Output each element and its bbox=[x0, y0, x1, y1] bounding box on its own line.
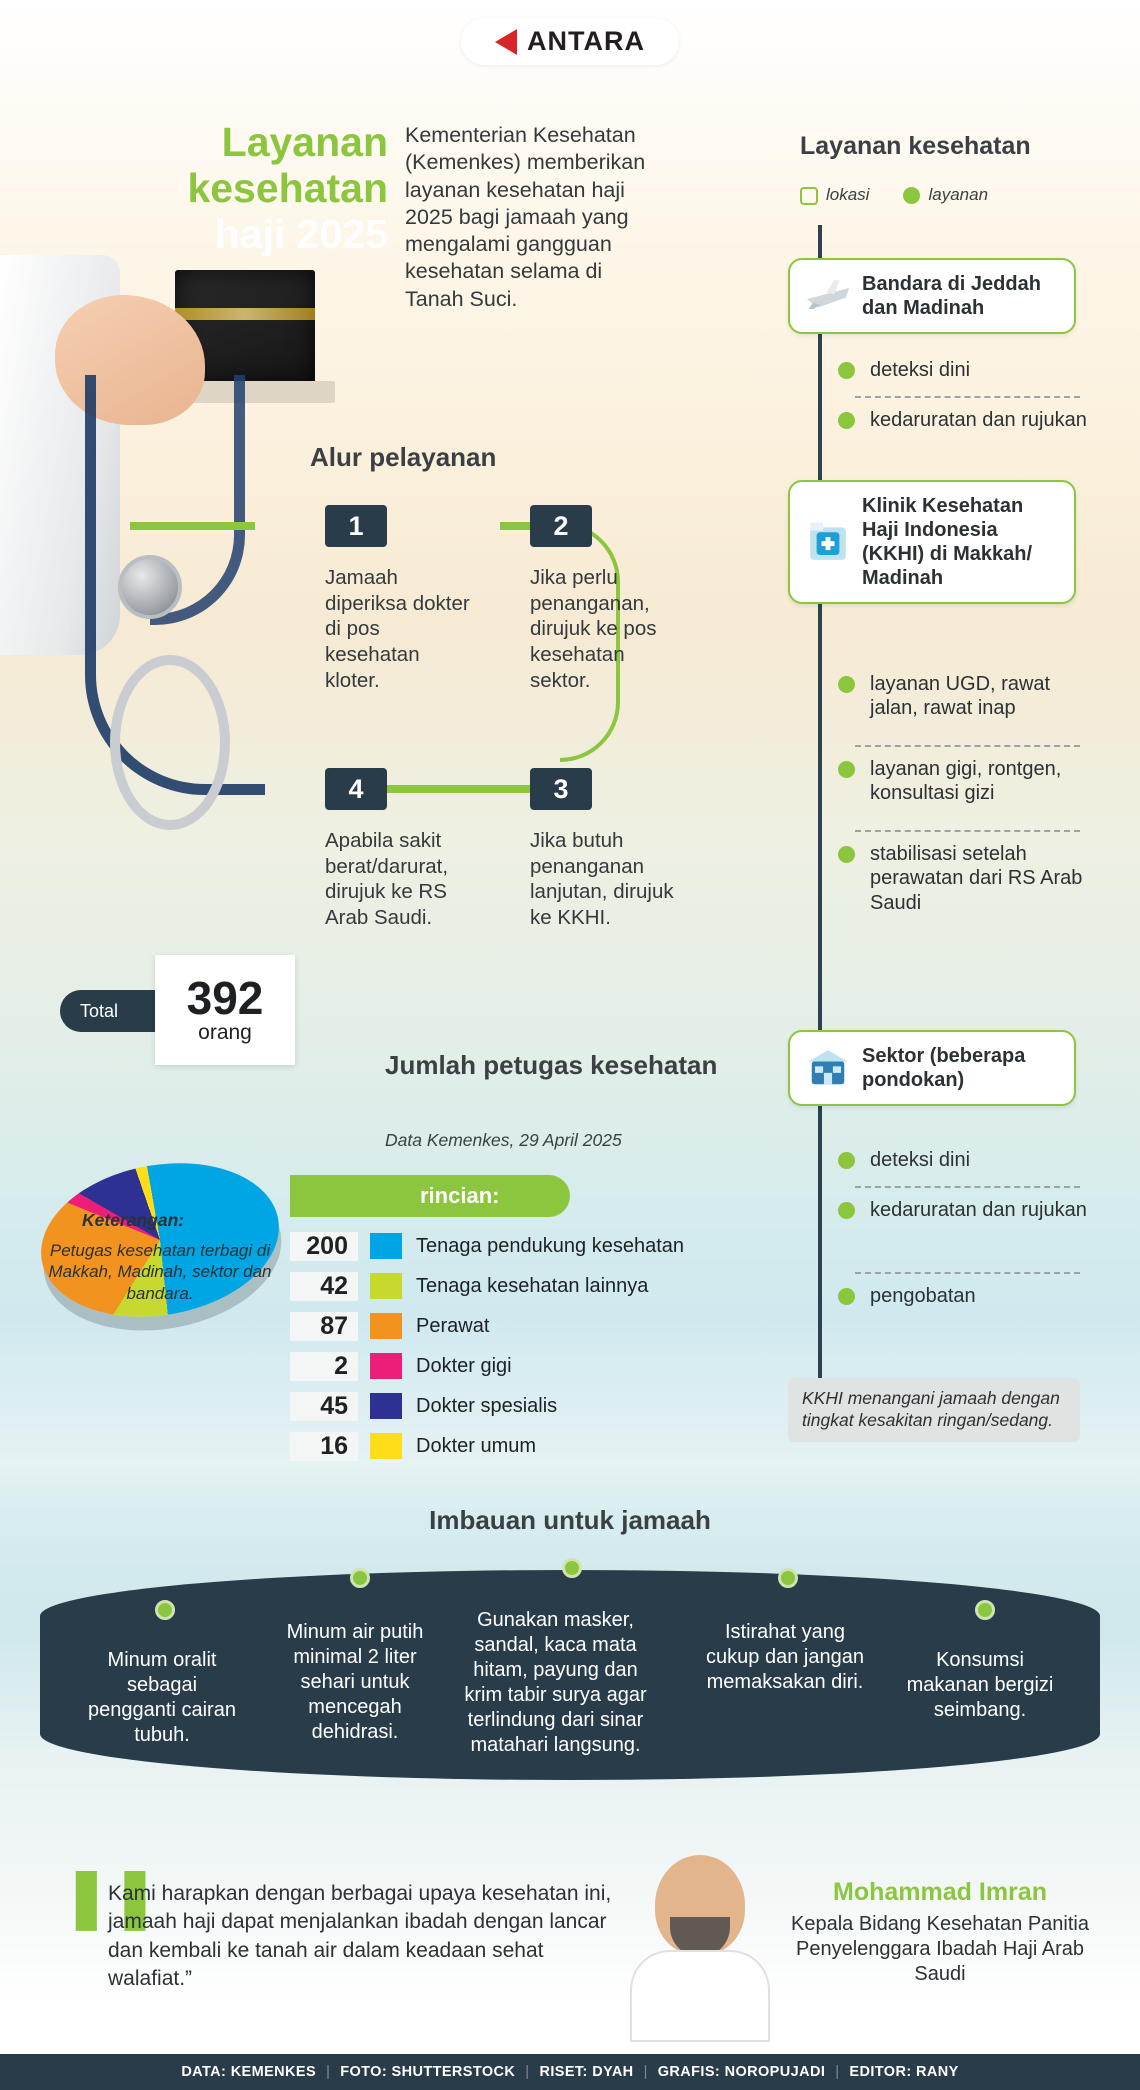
legend-swatch-5 bbox=[370, 1433, 402, 1459]
antara-triangle-logo-icon bbox=[495, 29, 517, 55]
page-title-line3: haji 2025 bbox=[214, 210, 388, 257]
legend-label-2: Perawat bbox=[416, 1314, 490, 1337]
service-item-sektor-1: deteksi dini bbox=[838, 1148, 1088, 1172]
clinic-icon bbox=[802, 516, 854, 568]
service-item-kkhi-3: stabilisasi setelah perawatan dari RS Arab Saudi bbox=[838, 842, 1088, 915]
flow-step-3-number: 3 bbox=[530, 768, 592, 810]
service-item-sektor-3: pengobatan bbox=[838, 1284, 1088, 1308]
flow-step-4-text: Apabila sakit berat/darurat, dirujuk ke RS Arab Saudi. bbox=[325, 829, 449, 929]
service-item-airport-1: deteksi dini bbox=[838, 358, 1088, 382]
legend-lokasi bbox=[800, 185, 869, 205]
page-title bbox=[98, 120, 388, 258]
service-location-sektor bbox=[788, 1030, 1076, 1106]
service-item-sektor-2: kedaruratan dan rujukan bbox=[838, 1198, 1088, 1222]
advice-dot-1 bbox=[155, 1600, 175, 1620]
chart-legend-row bbox=[290, 1268, 648, 1304]
flow-step-1-number: 1 bbox=[325, 505, 387, 547]
flow-step-1-text: Jamaah diperiksa dokter di pos kesehatan kloter. bbox=[325, 566, 470, 692]
footer-riset: RISET: DYAH bbox=[539, 2064, 634, 2080]
advice-dot-2 bbox=[350, 1568, 370, 1588]
flow-step-2-text: Jika perlu penanganan, dirujuk ke pos kesehatan sektor. bbox=[530, 566, 657, 692]
total-value: 392 bbox=[186, 972, 264, 1024]
advice-title: Imbauan untuk jamaah bbox=[429, 1505, 711, 1535]
legend-swatch-4 bbox=[370, 1393, 402, 1419]
service-divider bbox=[855, 396, 1080, 398]
legend-value-3: 2 bbox=[290, 1352, 358, 1381]
flow-step-2-number: 2 bbox=[530, 505, 592, 547]
chart-legend-row bbox=[290, 1308, 489, 1344]
advice-dot-3 bbox=[562, 1558, 582, 1578]
total-card bbox=[155, 955, 295, 1065]
chart-legend-row bbox=[290, 1228, 684, 1264]
service-divider bbox=[855, 1186, 1080, 1188]
advice-item-5: Konsumsi makanan bergizi seimbang. bbox=[906, 1649, 1054, 1721]
airplane-icon bbox=[802, 270, 854, 322]
quote-mark-icon: ❚❚ bbox=[62, 1864, 160, 1929]
legend-swatch-2 bbox=[370, 1313, 402, 1339]
keterangan-title: Keterangan: bbox=[82, 1210, 185, 1230]
intro-paragraph: Kementerian Kesehatan (Kemenkes) memberikan layanan kesehatan haji 2025 bagi jamaah yang mengalami gangguan kesehatan selama di Tanah Suci. bbox=[405, 123, 646, 311]
legend-dot-icon bbox=[903, 187, 920, 204]
legend-value-4: 45 bbox=[290, 1392, 358, 1421]
flow-step-3-text: Jika butuh penanganan lanjutan, dirujuk ke KKHI. bbox=[530, 829, 674, 929]
footer-data: DATA: KEMENKES bbox=[181, 2064, 317, 2080]
legend-swatch-1 bbox=[370, 1273, 402, 1299]
service-item-kkhi-1: layanan UGD, rawat jalan, rawat inap bbox=[838, 672, 1088, 721]
legend-label-1: Tenaga kesehatan lainnya bbox=[416, 1274, 649, 1297]
legend-swatch-3 bbox=[370, 1353, 402, 1379]
service-divider bbox=[855, 830, 1080, 832]
brand-name: ANTARA bbox=[527, 26, 645, 56]
total-unit: orang bbox=[198, 1021, 252, 1044]
service-location-airport-label: Bandara di Jeddah dan Madinah bbox=[862, 273, 1041, 319]
staff-source: Data Kemenkes, 29 April 2025 bbox=[385, 1130, 622, 1150]
advice-item-2: Minum air putih minimal 2 liter sehari untuk mencegah dehidrasi. bbox=[286, 1621, 424, 1743]
rincian-bar: rincian: bbox=[290, 1175, 570, 1217]
flow-title: Alur pelayanan bbox=[310, 442, 497, 472]
legend-value-0: 200 bbox=[290, 1232, 358, 1261]
service-divider bbox=[855, 745, 1080, 747]
legend-value-1: 42 bbox=[290, 1272, 358, 1301]
service-location-sektor-label: Sektor (beberapa pondokan) bbox=[862, 1045, 1026, 1091]
advice-dot-4 bbox=[778, 1568, 798, 1588]
legend-layanan-label: layanan bbox=[928, 185, 989, 204]
page-title-line2: kesehatan bbox=[187, 164, 388, 211]
footer-grafis: GRAFIS: NOROPUJADI bbox=[657, 2064, 826, 2080]
advice-item-4: Istirahat yang cukup dan jangan memaksakan diri. bbox=[706, 1621, 864, 1693]
avatar-shirt bbox=[630, 1950, 770, 2042]
legend-layanan bbox=[903, 185, 988, 205]
advice-item-1: Minum oralit sebagai pengganti cairan tubuh. bbox=[88, 1649, 236, 1746]
flow-step-4-number: 4 bbox=[325, 768, 387, 810]
legend-label-0: Tenaga pendukung kesehatan bbox=[416, 1234, 685, 1257]
service-location-kkhi bbox=[788, 480, 1076, 604]
keterangan-text: Petugas kesehatan terbagi di Makkah, Madinah, sektor dan bandara. bbox=[48, 1241, 272, 1303]
quote-text: Kami harapkan dengan berbagai upaya kesehatan ini, jamaah haji dapat menjalankan ibadah dengan lancar dan kembali ke tanah air dalam keadaan sehat walafiat.” bbox=[108, 1882, 612, 1991]
service-location-airport bbox=[788, 258, 1076, 334]
chart-legend-row bbox=[290, 1388, 557, 1424]
service-item-airport-2: kedaruratan dan rujukan bbox=[838, 408, 1088, 432]
staff-title: Jumlah petugas kesehatan bbox=[385, 1050, 718, 1080]
services-timeline-rail bbox=[818, 225, 822, 1405]
legend-label-3: Dokter gigi bbox=[416, 1354, 512, 1377]
legend-value-5: 16 bbox=[290, 1432, 358, 1461]
legend-label-5: Dokter umum bbox=[416, 1434, 537, 1457]
footer-credits: DATA: KEMENKES | FOTO: SHUTTERSTOCK | RISET: DYAH | GRAFIS: NOROPUJADI | EDITOR: RANY bbox=[0, 2054, 1140, 2090]
hero-photo bbox=[0, 255, 360, 835]
flow-connector-in bbox=[130, 522, 255, 530]
person-role: Kepala Bidang Kesehatan Panitia Penyelenggara Ibadah Haji Arab Saudi bbox=[790, 1913, 1089, 1985]
services-title: Layanan kesehatan bbox=[800, 132, 1031, 160]
services-legend bbox=[800, 185, 988, 205]
total-label: Total bbox=[60, 990, 200, 1032]
services-note: KKHI menangani jamaah dengan tingkat kesakitan ringan/sedang. bbox=[788, 1378, 1080, 1442]
legend-value-2: 87 bbox=[290, 1312, 358, 1341]
advice-item-3: Gunakan masker, sandal, kaca mata hitam, payung dan krim tabir surya agar terlindung dari sinar matahari langsung. bbox=[464, 1609, 647, 1756]
service-item-kkhi-2: layanan gigi, rontgen, konsultasi gizi bbox=[838, 757, 1088, 806]
legend-lokasi-label: lokasi bbox=[826, 185, 870, 204]
stethoscope-chestpiece-icon bbox=[118, 555, 182, 619]
chart-legend-row bbox=[290, 1348, 512, 1384]
advice-dot-5 bbox=[975, 1600, 995, 1620]
footer-foto: FOTO: SHUTTERSTOCK bbox=[340, 2064, 516, 2080]
chart-legend-row bbox=[290, 1428, 536, 1464]
brand-logo bbox=[461, 18, 679, 65]
stethoscope-ring bbox=[110, 655, 230, 830]
avatar bbox=[625, 1855, 775, 2040]
page-title-line1: Layanan bbox=[221, 119, 388, 165]
legend-box-icon bbox=[800, 187, 818, 205]
service-location-kkhi-label: Klinik Kesehatan Haji Indonesia (KKHI) di Makkah/ Madinah bbox=[862, 495, 1033, 589]
legend-swatch-0 bbox=[370, 1233, 402, 1259]
legend-label-4: Dokter spesialis bbox=[416, 1394, 558, 1417]
footer-editor: EDITOR: RANY bbox=[849, 2064, 959, 2080]
person-name: Mohammad Imran bbox=[833, 1878, 1047, 1906]
service-divider bbox=[855, 1272, 1080, 1274]
building-icon bbox=[802, 1042, 854, 1094]
